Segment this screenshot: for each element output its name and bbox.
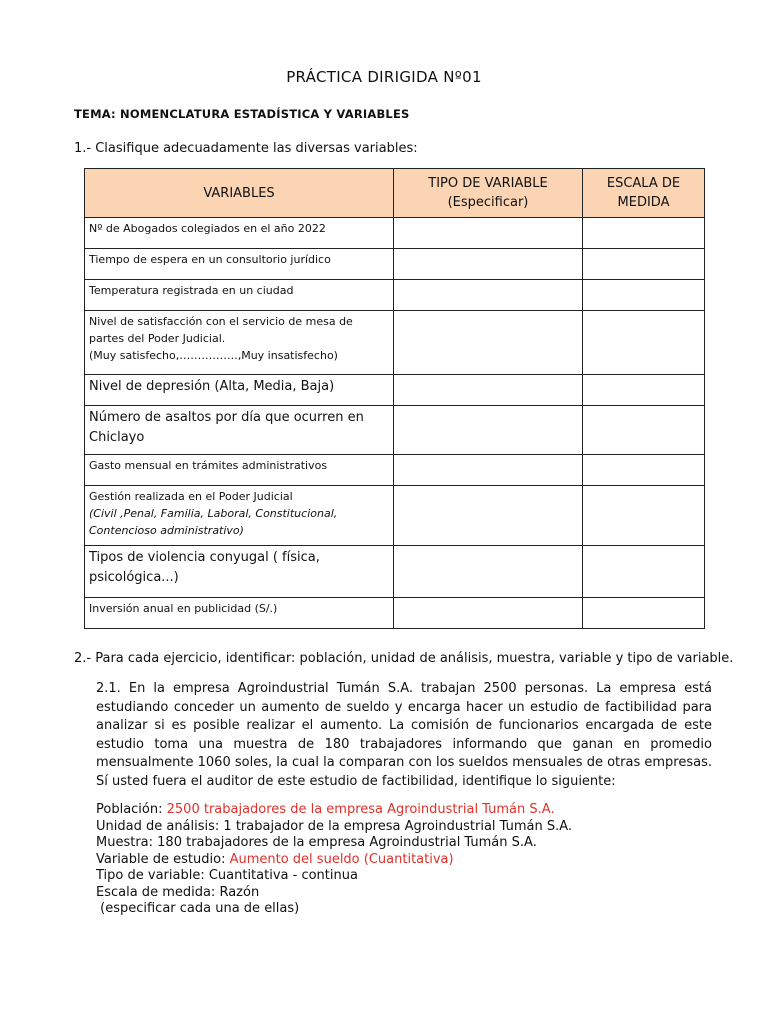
tipo-cell[interactable] bbox=[394, 249, 583, 280]
tipo-cell[interactable] bbox=[394, 598, 583, 629]
variable-cell: Nivel de depresión (Alta, Media, Baja) bbox=[85, 375, 394, 406]
escala-cell[interactable] bbox=[583, 218, 705, 249]
variable-cell bbox=[85, 486, 394, 546]
escala-cell[interactable] bbox=[583, 311, 705, 375]
escala-cell[interactable] bbox=[583, 280, 705, 311]
escala-cell[interactable] bbox=[583, 249, 705, 280]
tipo-cell[interactable] bbox=[394, 546, 583, 598]
variable-cell: Tipos de violencia conyugal ( física, psicológica...) bbox=[85, 546, 394, 598]
variable-value: Aumento del sueldo (Cuantitativa) bbox=[229, 851, 454, 867]
tipo-cell[interactable] bbox=[394, 218, 583, 249]
tipo-cell[interactable] bbox=[394, 455, 583, 486]
table-row bbox=[85, 375, 705, 406]
variable-cell: Inversión anual en publicidad (S/.) bbox=[85, 598, 394, 629]
header-escala-line2: MEDIDA bbox=[617, 195, 670, 210]
escala-cell[interactable] bbox=[583, 598, 705, 629]
escala-cell[interactable] bbox=[583, 455, 705, 486]
escala-cell[interactable] bbox=[583, 546, 705, 598]
variable-label: Variable de estudio: bbox=[96, 851, 230, 867]
question-1: 1.- Clasifique adecuadamente las diversas variables: bbox=[74, 141, 418, 156]
variable-cell bbox=[85, 311, 394, 375]
table-row bbox=[85, 486, 705, 546]
exercise-answers bbox=[96, 802, 572, 918]
exercise-2-1-paragraph: 2.1. En la empresa Agroindustrial Tumán S.A. trabajan 2500 personas. La empresa está estudiando conceder un aumento de sueldo y encarga hacer un estudio de factibilidad para analizar si es posible realizar el aumento. La comisión de funcionarios encargada de este estudio toma una muestra de 180 trabajadores informando que ganan en promedio mensualmente 1060 soles, la cual la comparan con los sueldos mensuales de otras empresas. Sí usted fuera el auditor de este estudio de factibilidad, identifique lo siguiente: bbox=[96, 681, 712, 789]
header-tipo-line1: TIPO DE VARIABLE bbox=[428, 176, 548, 191]
answer-escala: Escala de medida: Razón bbox=[96, 884, 260, 900]
escala-cell[interactable] bbox=[583, 375, 705, 406]
answer-unidad: Unidad de análisis: 1 trabajador de la empresa Agroindustrial Tumán S.A. bbox=[96, 818, 573, 834]
variable-text: Nivel de satisfacción con el servicio de mesa de partes del Poder Judicial. bbox=[89, 315, 353, 345]
variables-table bbox=[84, 168, 705, 629]
tipo-cell[interactable] bbox=[394, 280, 583, 311]
escala-cell[interactable] bbox=[583, 406, 705, 455]
table-row bbox=[85, 546, 705, 598]
table-row bbox=[85, 280, 705, 311]
tipo-cell[interactable] bbox=[394, 486, 583, 546]
table-row bbox=[85, 249, 705, 280]
variable-cell: Número de asaltos por día que ocurren en Chiclayo bbox=[85, 406, 394, 455]
page-title: PRÁCTICA DIRIGIDA Nº01 bbox=[286, 68, 482, 86]
variable-cell: Nº de Abogados colegiados en el año 2022 bbox=[85, 218, 394, 249]
answer-tipo: Tipo de variable: Cuantitativa - continua bbox=[96, 868, 358, 883]
variable-cell: Tiempo de espera en un consultorio jurídico bbox=[85, 249, 394, 280]
header-variables: VARIABLES bbox=[85, 169, 394, 218]
header-tipo-variable bbox=[394, 169, 583, 218]
question-2: 2.- Para cada ejercicio, identificar: población, unidad de análisis, muestra, variable y tipo de variable. bbox=[74, 651, 734, 666]
variable-categories-note: (Civil ,Penal, Familia, Laboral, Constitucional, Contencioso administrativo) bbox=[89, 507, 338, 537]
header-tipo-line2: (Especificar) bbox=[447, 195, 529, 210]
table-row bbox=[85, 218, 705, 249]
answer-note: (especificar cada una de ellas) bbox=[96, 901, 300, 916]
answer-muestra: Muestra: 180 trabajadores de la empresa Agroindustrial Tumán S.A. bbox=[96, 835, 537, 850]
table-row bbox=[85, 455, 705, 486]
topic-heading: TEMA: NOMENCLATURA ESTADÍSTICA Y VARIABLES bbox=[74, 107, 410, 121]
variable-text: Gestión realizada en el Poder Judicial bbox=[89, 490, 293, 503]
tipo-cell[interactable] bbox=[394, 406, 583, 455]
poblacion-label: Población: bbox=[96, 802, 167, 817]
variable-cell: Temperatura registrada en un ciudad bbox=[85, 280, 394, 311]
header-escala-medida bbox=[583, 169, 705, 218]
table-header-row bbox=[85, 169, 705, 218]
header-escala-line1: ESCALA DE bbox=[606, 176, 681, 191]
variable-cell: Gasto mensual en trámites administrativos bbox=[85, 455, 394, 486]
tipo-cell[interactable] bbox=[394, 311, 583, 375]
table-row bbox=[85, 406, 705, 455]
tipo-cell[interactable] bbox=[394, 375, 583, 406]
table-row bbox=[85, 598, 705, 629]
answer-variable bbox=[96, 852, 572, 869]
variable-scale-note: (Muy satisfecho,…………….,Muy insatisfecho) bbox=[89, 349, 338, 362]
answer-poblacion bbox=[96, 802, 572, 819]
escala-cell[interactable] bbox=[583, 486, 705, 546]
poblacion-value: 2500 trabajadores de la empresa Agroindustrial Tumán S.A. bbox=[166, 802, 555, 817]
table-row bbox=[85, 311, 705, 375]
